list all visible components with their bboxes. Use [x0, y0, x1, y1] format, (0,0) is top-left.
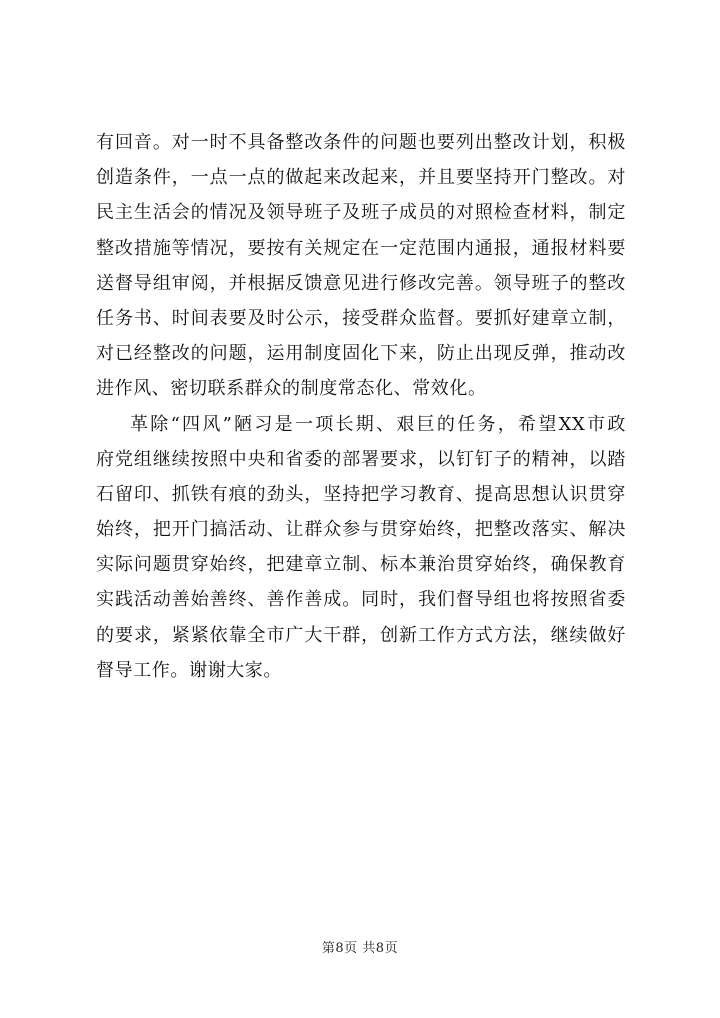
paragraph-line: 整改措施等情况，要按有关规定在一定范围内通报，通报材料要	[96, 237, 626, 259]
paragraph-line: 的要求，紧紧依靠全市广大干群，创新工作方式方法，继续做好	[96, 624, 626, 646]
paragraph-line: 进作风、密切联系群众的制度常态化、常效化。	[96, 378, 487, 400]
paragraph-line: 创造条件，一点一点的做起来改起来，并且要坚持开门整改。对	[96, 167, 626, 189]
document-body	[96, 125, 626, 688]
paragraph-line: 有回音。对一时不具备整改条件的问题也要列出整改计划，积极	[96, 132, 626, 153]
page-number-footer: 第8页 共8页	[321, 941, 399, 956]
paragraph-line: 实际问题贯穿始终，把建章立制、标本兼治贯穿始终，确保教育	[96, 554, 626, 576]
paragraph-line: 革除“四风”陋习是一项长期、艰巨的任务，希望XX市政	[130, 413, 626, 435]
paragraph-line: 石留印、抓铁有痕的劲头，坚持把学习教育、提高思想认识贯穿	[96, 483, 626, 505]
paragraph-line: 对已经整改的问题，运用制度固化下来，防止出现反弹，推动改	[96, 343, 626, 365]
paragraph-line: 送督导组审阅，并根据反馈意见进行修改完善。领导班子的整改	[96, 272, 626, 294]
paragraph-line: 实践活动善始善终、善作善成。同时，我们督导组也将按照省委	[96, 589, 626, 611]
paragraph-line: 督导工作。谢谢大家。	[96, 659, 282, 681]
paragraph-line: 任务书、时间表要及时公示，接受群众监督。要抓好建章立制，	[96, 307, 626, 329]
paragraph-line: 民主生活会的情况及领导班子及班子成员的对照检查材料，制定	[96, 202, 626, 224]
paragraph-line: 始终，把开门搞活动、让群众参与贯穿始终，把整改落实、解决	[96, 519, 626, 541]
paragraph-line: 府党组继续按照中央和省委的部署要求，以钉钉子的精神，以踏	[96, 448, 626, 470]
